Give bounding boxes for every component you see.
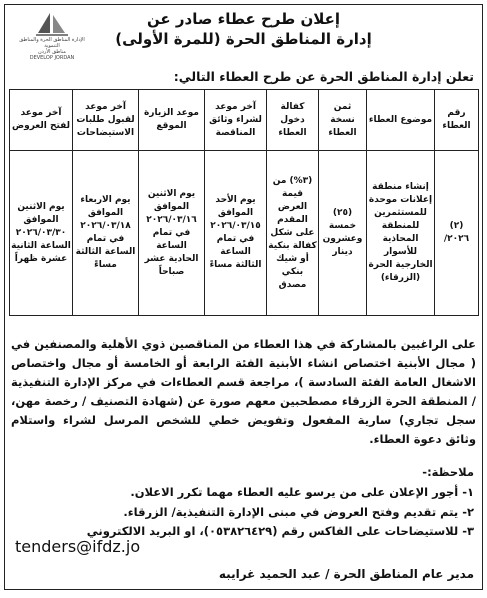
- header-inquiry-deadline: آخر موعد لقبول طلبات الاستيضاحات: [73, 90, 139, 151]
- cell-site-visit: يوم الاثنين الموافق ٢٠٢٦/٠٣/١٦ في تمام الساعة الحادية عشر صباحاً: [139, 151, 205, 316]
- title-line-1: إعلان طرح عطاء صادر عن: [146, 10, 341, 28]
- cell-tender-subject: إنشاء منطقة إعلانات موحدة للمستثمرين للمنطقة المحاذية للأسوار الخارجية الحرة (الزرقاء): [367, 151, 435, 316]
- note-item: ٣- للاستيضاحات على الفاكس رقم (٠٥٣٨٢٦٤٢٩)، او البريد الالكتروني: [86, 524, 474, 538]
- tender-table: [9, 89, 479, 316]
- header-copy-price: ثمن نسخة العطاء: [319, 90, 367, 151]
- notes-title: ملاحظة:-: [422, 465, 474, 479]
- logo-text-ar: الإدارة المناطق الحرة والمناطق التنموية: [19, 37, 85, 49]
- organization-logo: [13, 11, 91, 63]
- tender-announcement: [4, 4, 483, 590]
- header-bid-bond: كفالة دخول العطاء: [267, 90, 319, 151]
- cell-tender-number: (٢) ٢٠٢٦/: [435, 151, 479, 316]
- logo-text-ar-2: مناطق الأردن: [37, 49, 66, 55]
- header-tender-subject: موضوع العطاء: [367, 90, 435, 151]
- header-site-visit: موعد الزيارة الموقع: [139, 90, 205, 151]
- cell-bid-bond: (٣%) من قيمة العرض المقدم على شكل كفالة بنكية أو شيك بنكي مصدق: [267, 151, 319, 316]
- cell-purchase-deadline: يوم الأحد الموافق ٢٠٢٦/٠٣/١٥ في تمام الساعة الثالثة مساءً: [205, 151, 267, 316]
- header-purchase-deadline: آخر موعد لشراء وثائق المناقصة: [205, 90, 267, 151]
- signature: مدير عام المناطق الحرة / عبد الحميد غرايبه: [218, 567, 474, 581]
- cell-copy-price: (٢٥) خمسة وعشرون دينار: [319, 151, 367, 316]
- cell-inquiry-deadline: يوم الاربعاء الموافق ٢٠٢٦/٠٣/١٨ في تمام الساعة الثالثة مساءً: [73, 151, 139, 316]
- body-paragraph: على الراغبين بالمشاركة في هذا العطاء من المناقصين ذوي الأهلية والمصنفين في ( مجال الأبنية اختصاص انشاء الأبنية الفئة الرابعة أو الخامسة أو مجال واختصاص الاشغال العامة الفئة السادسة )، مراجعة قسم العطاءات في مركز الإدارة التنفيذية / المنطقة الحرة الزرقاء مصطحبين معهم صورة عن (شهادة التصنيف / رخصة مهن، سجل تجاري) سارية المفعول وتفويض خطي للشخص المرسل لشراء واستلام وثائق دعوة العطاء.: [11, 337, 476, 446]
- header: [5, 5, 482, 67]
- note-item: ٢- يتم تقديم وفتح العروض في مبنى الإدارة التنفيذية/ الزرقاء.: [123, 505, 474, 519]
- contact-email[interactable]: tenders@ifdz.jo: [15, 537, 141, 556]
- intro-text: تعلن إدارة المناطق الحرة عن طرح العطاء التالي:: [173, 69, 474, 84]
- sail-logo-icon: [32, 11, 72, 37]
- header-tender-number: رقم العطاء: [435, 90, 479, 151]
- note-item: ١- أجور الإعلان على من يرسو عليه العطاء مهما تكرر الاعلان.: [130, 485, 474, 499]
- cell-opening-deadline: يوم الاثنين الموافق ٢٠٢٦/٠٣/٣٠ الساعة الثانية عشرة ظهراً: [10, 151, 73, 316]
- table-row: [10, 151, 479, 316]
- title-line-2: إدارة المناطق الحرة (للمرة الأولى): [115, 30, 372, 48]
- logo-text-en: DEVELOP JORDAN: [29, 55, 75, 61]
- header-opening-deadline: آخر موعد لفتح العروض: [10, 90, 73, 151]
- table-header-row: [10, 90, 479, 151]
